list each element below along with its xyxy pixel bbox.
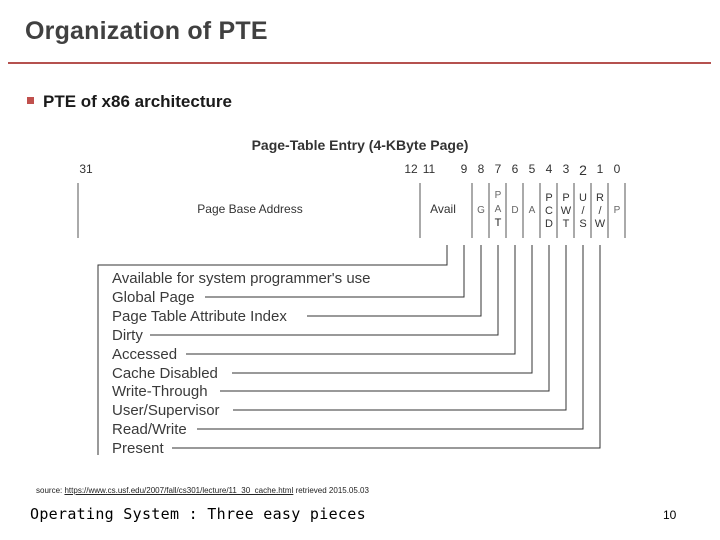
legend-pat: Page Table Attribute Index <box>112 308 287 325</box>
bit-number-8: 8 <box>477 162 485 176</box>
p-label: P <box>613 205 621 216</box>
pcd-label-1: P <box>545 192 553 204</box>
bit-number-9: 9 <box>460 162 468 176</box>
legend-dirty: Dirty <box>112 327 143 344</box>
diagram-title: Page-Table Entry (4-KByte Page) <box>251 137 469 153</box>
page-number: 10 <box>663 508 677 522</box>
legend-accessed: Accessed <box>112 346 178 363</box>
bit-number-2: 2 <box>579 162 587 178</box>
bit-number-7: 7 <box>494 162 502 176</box>
pat-label-3: T <box>494 217 502 229</box>
legend-cache-disabled: Cache Disabled <box>112 365 218 382</box>
field-separators <box>78 183 625 238</box>
bit-numbers <box>79 162 620 178</box>
slide-title: Organization of PTE <box>25 17 268 45</box>
avail-label: Avail <box>430 202 456 216</box>
legend-write-through: Write-Through <box>112 383 208 400</box>
legend-global-page: Global Page <box>112 289 195 306</box>
pcd-label-3: D <box>545 218 553 230</box>
page-base-address-label: Page Base Address <box>197 202 303 216</box>
footer-course-name: Operating System : Three easy pieces <box>30 505 366 523</box>
a-label: A <box>528 205 536 216</box>
legend-user-supervisor: User/Supervisor <box>112 402 220 419</box>
us-label-3: S <box>579 218 587 230</box>
us-label-2: / <box>581 205 585 217</box>
rw-label-2: / <box>598 205 602 217</box>
source-citation <box>36 486 369 495</box>
bit-number-4: 4 <box>545 162 553 176</box>
bit-number-31: 31 <box>79 162 93 176</box>
bit-number-3: 3 <box>562 162 570 176</box>
bit-number-5: 5 <box>528 162 536 176</box>
bit-number-12: 12 <box>404 162 418 176</box>
rw-label-1: R <box>596 192 604 204</box>
bit-number-6: 6 <box>511 162 519 176</box>
pat-label-1: P <box>494 190 502 201</box>
legend-available: Available for system programmer's use <box>112 270 371 287</box>
legend-present: Present <box>112 440 164 457</box>
bit-number-1: 1 <box>596 162 604 176</box>
d-label: D <box>511 205 519 216</box>
pcd-label-2: C <box>545 205 553 217</box>
pwt-label-1: P <box>562 192 570 204</box>
pwt-label-3: T <box>562 218 570 230</box>
legend-read-write: Read/Write <box>112 421 187 438</box>
bit-number-11: 11 <box>422 162 436 176</box>
us-label-1: U <box>579 192 587 204</box>
leader-line-accessed <box>186 245 515 354</box>
bullet-text: PTE of x86 architecture <box>43 92 232 111</box>
g-label: G <box>477 205 485 216</box>
pat-label-2: A <box>494 204 502 215</box>
source-link[interactable]: https://www.cs.usf.edu/2007/fall/cs301/lecture/11_30_cache.html <box>64 486 294 495</box>
pwt-label-2: W <box>560 205 572 217</box>
rw-label-3: W <box>594 218 606 230</box>
bit-number-0: 0 <box>613 162 621 176</box>
source-suffix: retrieved 2015.05.03 <box>293 486 369 495</box>
source-prefix: source: <box>36 486 65 495</box>
